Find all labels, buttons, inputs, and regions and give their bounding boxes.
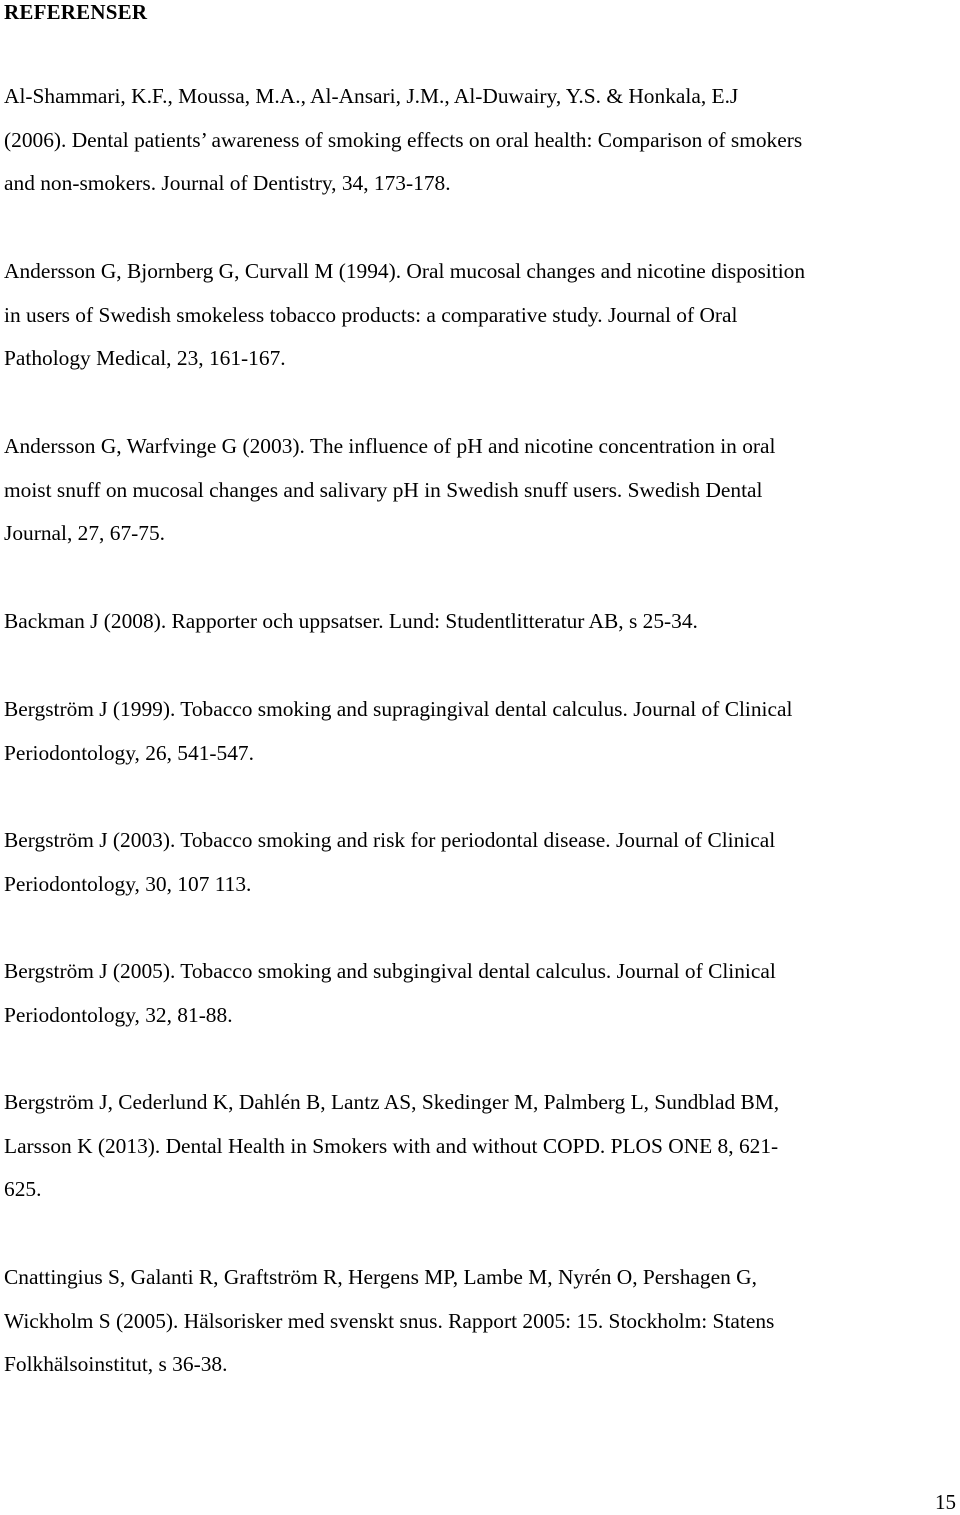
reference-entry <box>4 1256 956 1387</box>
reference-line: and non-smokers. Journal of Dentistry, 34, 173-178. <box>4 171 451 196</box>
reference-entry <box>4 425 956 556</box>
reference-line: Journal, 27, 67-75. <box>4 521 166 546</box>
reference-line: moist snuff on mucosal changes and salivary pH in Swedish snuff users. Swedish Dental <box>4 477 763 502</box>
reference-line: Bergström J (2003). Tobacco smoking and risk for periodontal disease. Journal of Clinical <box>4 828 776 852</box>
reference-entry <box>4 688 956 775</box>
references-heading: REFERENSER <box>4 0 148 24</box>
reference-line: Bergström J, Cederlund K, Dahlén B, Lantz AS, Skedinger M, Palmberg L, Sundblad BM, <box>4 1090 780 1114</box>
reference-line: Pathology Medical, 23, 161-167. <box>4 346 286 371</box>
reference-entry <box>4 950 956 1037</box>
reference-line: Larsson K (2013). Dental Health in Smokers with and without COPD. PLOS ONE 8, 621- <box>4 1133 779 1158</box>
reference-line: Andersson G, Bjornberg G, Curvall M (1994). Oral mucosal changes and nicotine disposition <box>4 259 806 283</box>
reference-entry <box>4 75 956 206</box>
reference-entry <box>4 1081 956 1212</box>
reference-entry <box>4 600 956 644</box>
reference-line: 625. <box>4 1177 42 1202</box>
reference-entry <box>4 250 956 381</box>
reference-line: Wickholm S (2005). Hälsorisker med svenskt snus. Rapport 2005: 15. Stockholm: Statens <box>4 1308 775 1333</box>
page-number: 15 <box>935 1490 956 1514</box>
reference-line: (2006). Dental patients’ awareness of smoking effects on oral health: Comparison of smokers <box>4 127 803 152</box>
reference-entry <box>4 819 956 906</box>
reference-line: Periodontology, 26, 541-547. <box>4 740 254 765</box>
reference-line: Folkhälsoinstitut, s 36-38. <box>4 1352 228 1377</box>
reference-line: Periodontology, 30, 107 113. <box>4 871 252 896</box>
reference-line: Bergström J (2005). Tobacco smoking and subgingival dental calculus. Journal of Clinical <box>4 959 776 983</box>
reference-line: Cnattingius S, Galanti R, Graftström R, Hergens MP, Lambe M, Nyrén O, Pershagen G, <box>4 1265 757 1289</box>
reference-line: Al-Shammari, K.F., Moussa, M.A., Al-Ansari, J.M., Al-Duwairy, Y.S. & Honkala, E.J <box>4 84 739 108</box>
reference-line: Bergström J (1999). Tobacco smoking and supragingival dental calculus. Journal of Clinical <box>4 697 793 721</box>
reference-line: Periodontology, 32, 81-88. <box>4 1002 233 1027</box>
reference-line: Andersson G, Warfvinge G (2003). The influence of pH and nicotine concentration in oral <box>4 434 776 458</box>
reference-line: Backman J (2008). Rapporter och uppsatser. Lund: Studentlitteratur AB, s 25-34. <box>4 609 698 633</box>
reference-line: in users of Swedish smokeless tobacco products: a comparative study. Journal of Oral <box>4 302 738 327</box>
